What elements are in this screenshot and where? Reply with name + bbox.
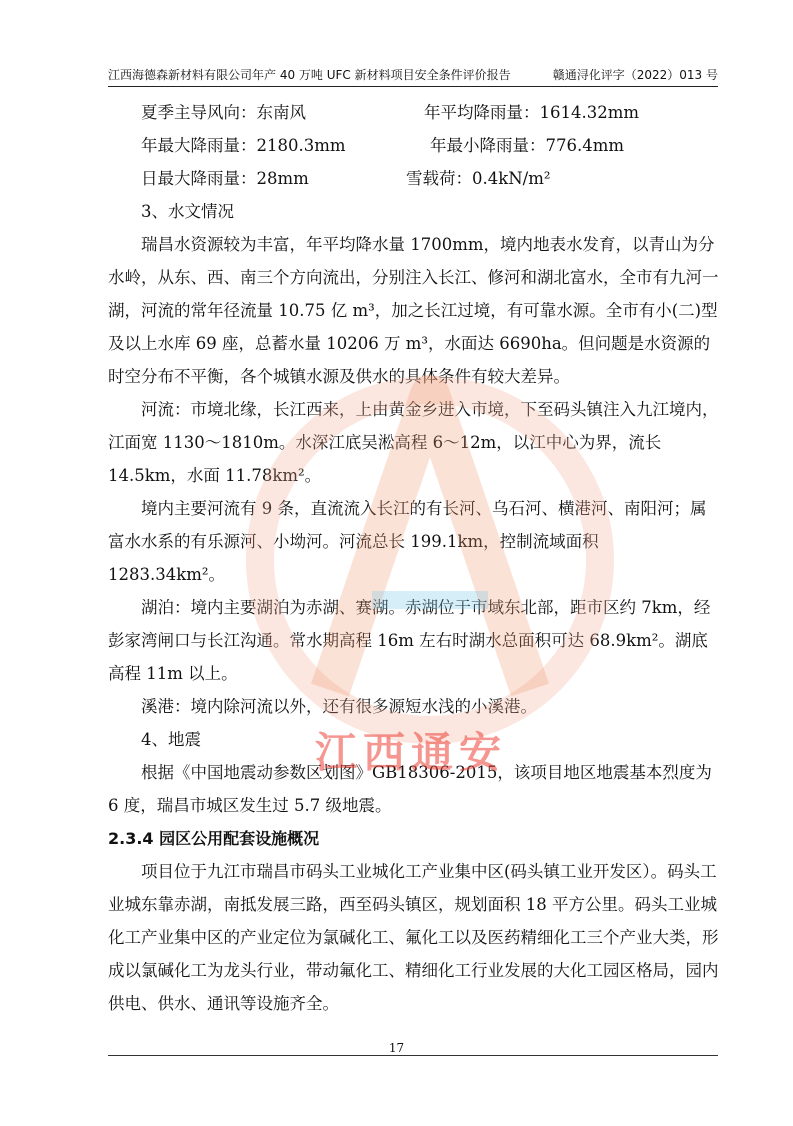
hydrology-paragraph-3: 境内主要河流有 9 条，直流流入长江的有长河、乌石河、横港河、南阳河；属富水水系的有乐源河、小坳河。河流总长 199.1km，控制流域面积 1283.34km²。 bbox=[108, 499, 707, 584]
annual-rainfall: 年平均降雨量：1614.32mm bbox=[424, 103, 640, 122]
document-number: 赣通浔化评字（2022）013 号 bbox=[552, 68, 718, 82]
hydrology-heading: 3、水文情况 bbox=[141, 202, 234, 221]
earthquake-heading: 4、地震 bbox=[141, 730, 201, 749]
min-rainfall: 年最小降雨量：776.4mm bbox=[430, 136, 625, 155]
hydrology-paragraph-streams: 溪港：境内除河流以外，还有很多源短水浅的小溪港。 bbox=[141, 697, 537, 716]
watermark-text: 江西通安 bbox=[315, 728, 508, 777]
climate-row-3 bbox=[108, 162, 720, 195]
report-title: 江西海德森新材料有限公司年产 40 万吨 UFC 新材料项目安全条件评价报告 bbox=[108, 68, 511, 82]
section-heading: 2.3.4 园区公用配套设施概况 bbox=[108, 829, 320, 848]
page-header bbox=[108, 66, 718, 87]
max-rainfall: 年最大降雨量：2180.3mm bbox=[141, 136, 346, 155]
wind-direction: 夏季主导风向：东南风 bbox=[141, 103, 306, 122]
daily-max-rainfall: 日最大降雨量：28mm bbox=[141, 169, 309, 188]
section-paragraph: 项目位于九江市瑞昌市码头工业城化工产业集中区(码头镇工业开发区）。码头工业城东靠赤湖，南抵发展三路，西至码头镇区，规划面积 18 平方公里。码头工业城化工产业集中区的产业定位为氯碱化工、氟化工以及医药精细化工三个产业大类，形成以氯碱化工为龙头行业，带动氟化工、精细化工行业发展的大化工园区格局，园内供电、供水、通讯等设施齐全。 bbox=[108, 862, 719, 1013]
hydrology-paragraph-lakes: 湖泊：境内主要湖泊为赤湖、赛湖。赤湖位于市域东北部，距市区约 7km，经彭家湾闸口与长江沟通。常水期高程 16m 左右时湖水总面积可达 68.9km²。湖底高程 11m 以上。 bbox=[108, 598, 711, 683]
snow-load: 雪载荷：0.4kN/m² bbox=[406, 169, 551, 188]
climate-row-2 bbox=[108, 129, 720, 162]
earthquake-paragraph: 根据《中国地震动参数区划图》GB18306-2015，该项目地区地震基本烈度为 6 度，瑞昌市城区发生过 5.7 级地震。 bbox=[108, 763, 712, 815]
footer-divider bbox=[108, 1055, 718, 1056]
page-content bbox=[108, 96, 720, 1020]
climate-row-1 bbox=[108, 96, 720, 129]
hydrology-paragraph-1: 瑞昌水资源较为丰富，年平均降水量 1700mm，境内地表水发育，以青山为分水岭，从东、西、南三个方向流出，分别注入长江、修河和湖北富水，全市有九河一湖，河流的常年径流量 10.75 亿 m³，加之长江过境，有可靠水源。全市有小(二)型及以上水库 69 座，总蓄水量 10206 万 m³，水面达 6690ha。但问题是水资源的时空分布不平衡，各个城镇水源及供水的具体条件有较大差异。 bbox=[108, 235, 719, 386]
hydrology-paragraph-rivers: 河流：市境北缘，长江西来，上由黄金乡进入市境，下至码头镇注入九江境内，江面宽 1130～1810m。水深江底吴淞高程 6～12m，以江中心为界，流长 14.5km，水面 11.78km²。 bbox=[108, 400, 719, 485]
page-number: 17 bbox=[388, 1041, 405, 1055]
